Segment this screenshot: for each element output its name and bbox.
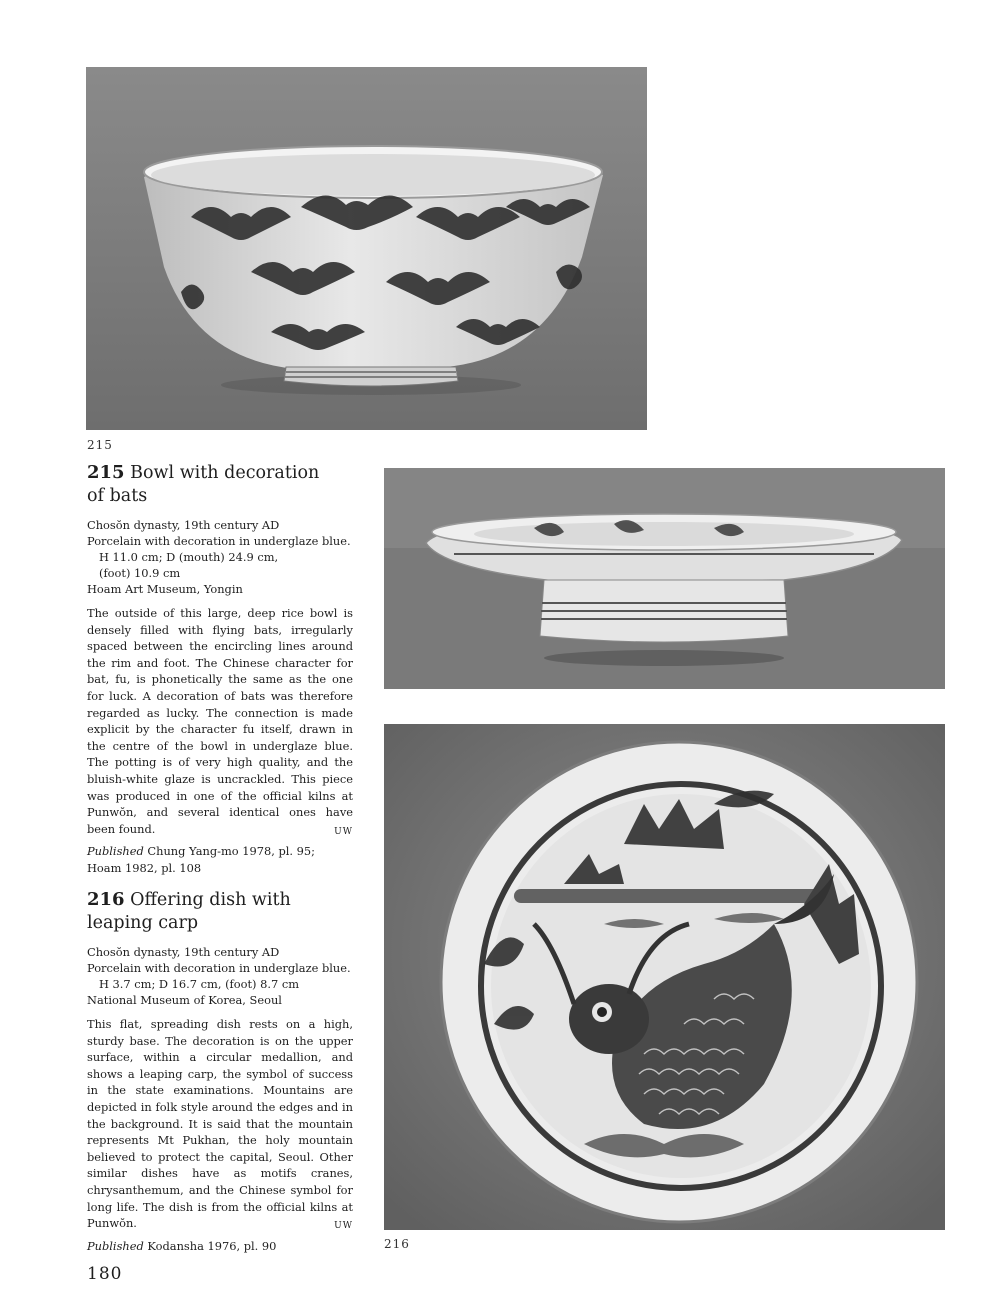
meta-line: H 3.7 cm; D 16.7 cm, (foot) 8.7 cm <box>99 977 300 991</box>
entry-metadata <box>87 517 353 597</box>
meta-line: Chosŏn dynasty, 19th century AD <box>87 518 280 532</box>
entry-number: 216 <box>87 889 125 910</box>
entry-title-line: of bats <box>87 486 148 506</box>
description-text: This flat, spreading dish rests on a high, sturdy base. The decoration is on the upper surface, within a circular medallion, and shows a leaping carp, the symbol of success in the state examinations. Mountains are depicted in folk style around the edges and in the background. It is said that the mountain represents Mt Pukhan, the holy mountain believed to protect the capital, Seoul. Other similar dishes have as motifs cranes, chrysanthemum, and the Chinese symbol for long life. The dish is from the official kilns at Punwŏn. <box>87 1017 353 1231</box>
entry-title-line: Offering dish with <box>130 890 291 910</box>
meta-line: Hoam Art Museum, Yongin <box>87 582 243 596</box>
description-text: The outside of this large, deep rice bowl is densely filled with flying bats, irregularly spaced between the encircling lines around the rim and foot. The Chinese character for bat, fu, is phonetically the same as the one for luck. A decoration of bats was therefore regarded as lucky. The connection is made explicit by the character fu itself, drawn in the centre of the bowl in underglaze blue. The potting is of very high quality, and the bluish-white glaze is uncrackled. This piece was produced in one of the official kilns at Punwŏn, and several identical ones have been found. <box>87 606 353 836</box>
published-reference <box>87 1238 353 1255</box>
published-line: Chung Yang-mo 1978, pl. 95; <box>147 844 315 859</box>
entry-title-line: Bowl with decoration <box>130 463 320 483</box>
figure-number-215: 215 <box>87 438 113 452</box>
entry-number: 215 <box>87 462 125 483</box>
meta-line: National Museum of Korea, Seoul <box>87 993 282 1007</box>
catalogue-entry-215 <box>87 461 353 877</box>
photo-bowl-with-bats <box>86 67 647 430</box>
photo-dish-side-view <box>384 468 945 689</box>
published-reference <box>87 843 353 876</box>
meta-line: Chosŏn dynasty, 19th century AD <box>87 945 280 959</box>
page-number: 180 <box>87 1264 123 1284</box>
published-label: Published <box>87 844 144 859</box>
entry-description <box>87 1016 353 1232</box>
published-label: Published <box>87 1238 144 1253</box>
entry-title-line: leaping carp <box>87 913 199 933</box>
entry-title-216 <box>87 888 353 935</box>
meta-line: Porcelain with decoration in underglaze blue. <box>87 961 351 975</box>
meta-line: Porcelain with decoration in underglaze blue. <box>87 534 351 548</box>
entry-metadata <box>87 944 353 1008</box>
entry-description <box>87 605 353 837</box>
published-line: Kodansha 1976, pl. 90 <box>147 1238 277 1253</box>
catalogue-entry-216 <box>87 888 353 1254</box>
author-initials: UW <box>334 1221 353 1232</box>
meta-line: (foot) 10.9 cm <box>99 566 181 580</box>
entry-title-215 <box>87 461 353 508</box>
published-line: Hoam 1982, pl. 108 <box>87 860 202 875</box>
meta-line: H 11.0 cm; D (mouth) 24.9 cm, <box>99 550 279 564</box>
figure-number-216: 216 <box>384 1237 410 1251</box>
photo-dish-with-leaping-carp <box>384 724 945 1230</box>
author-initials: UW <box>334 826 353 837</box>
